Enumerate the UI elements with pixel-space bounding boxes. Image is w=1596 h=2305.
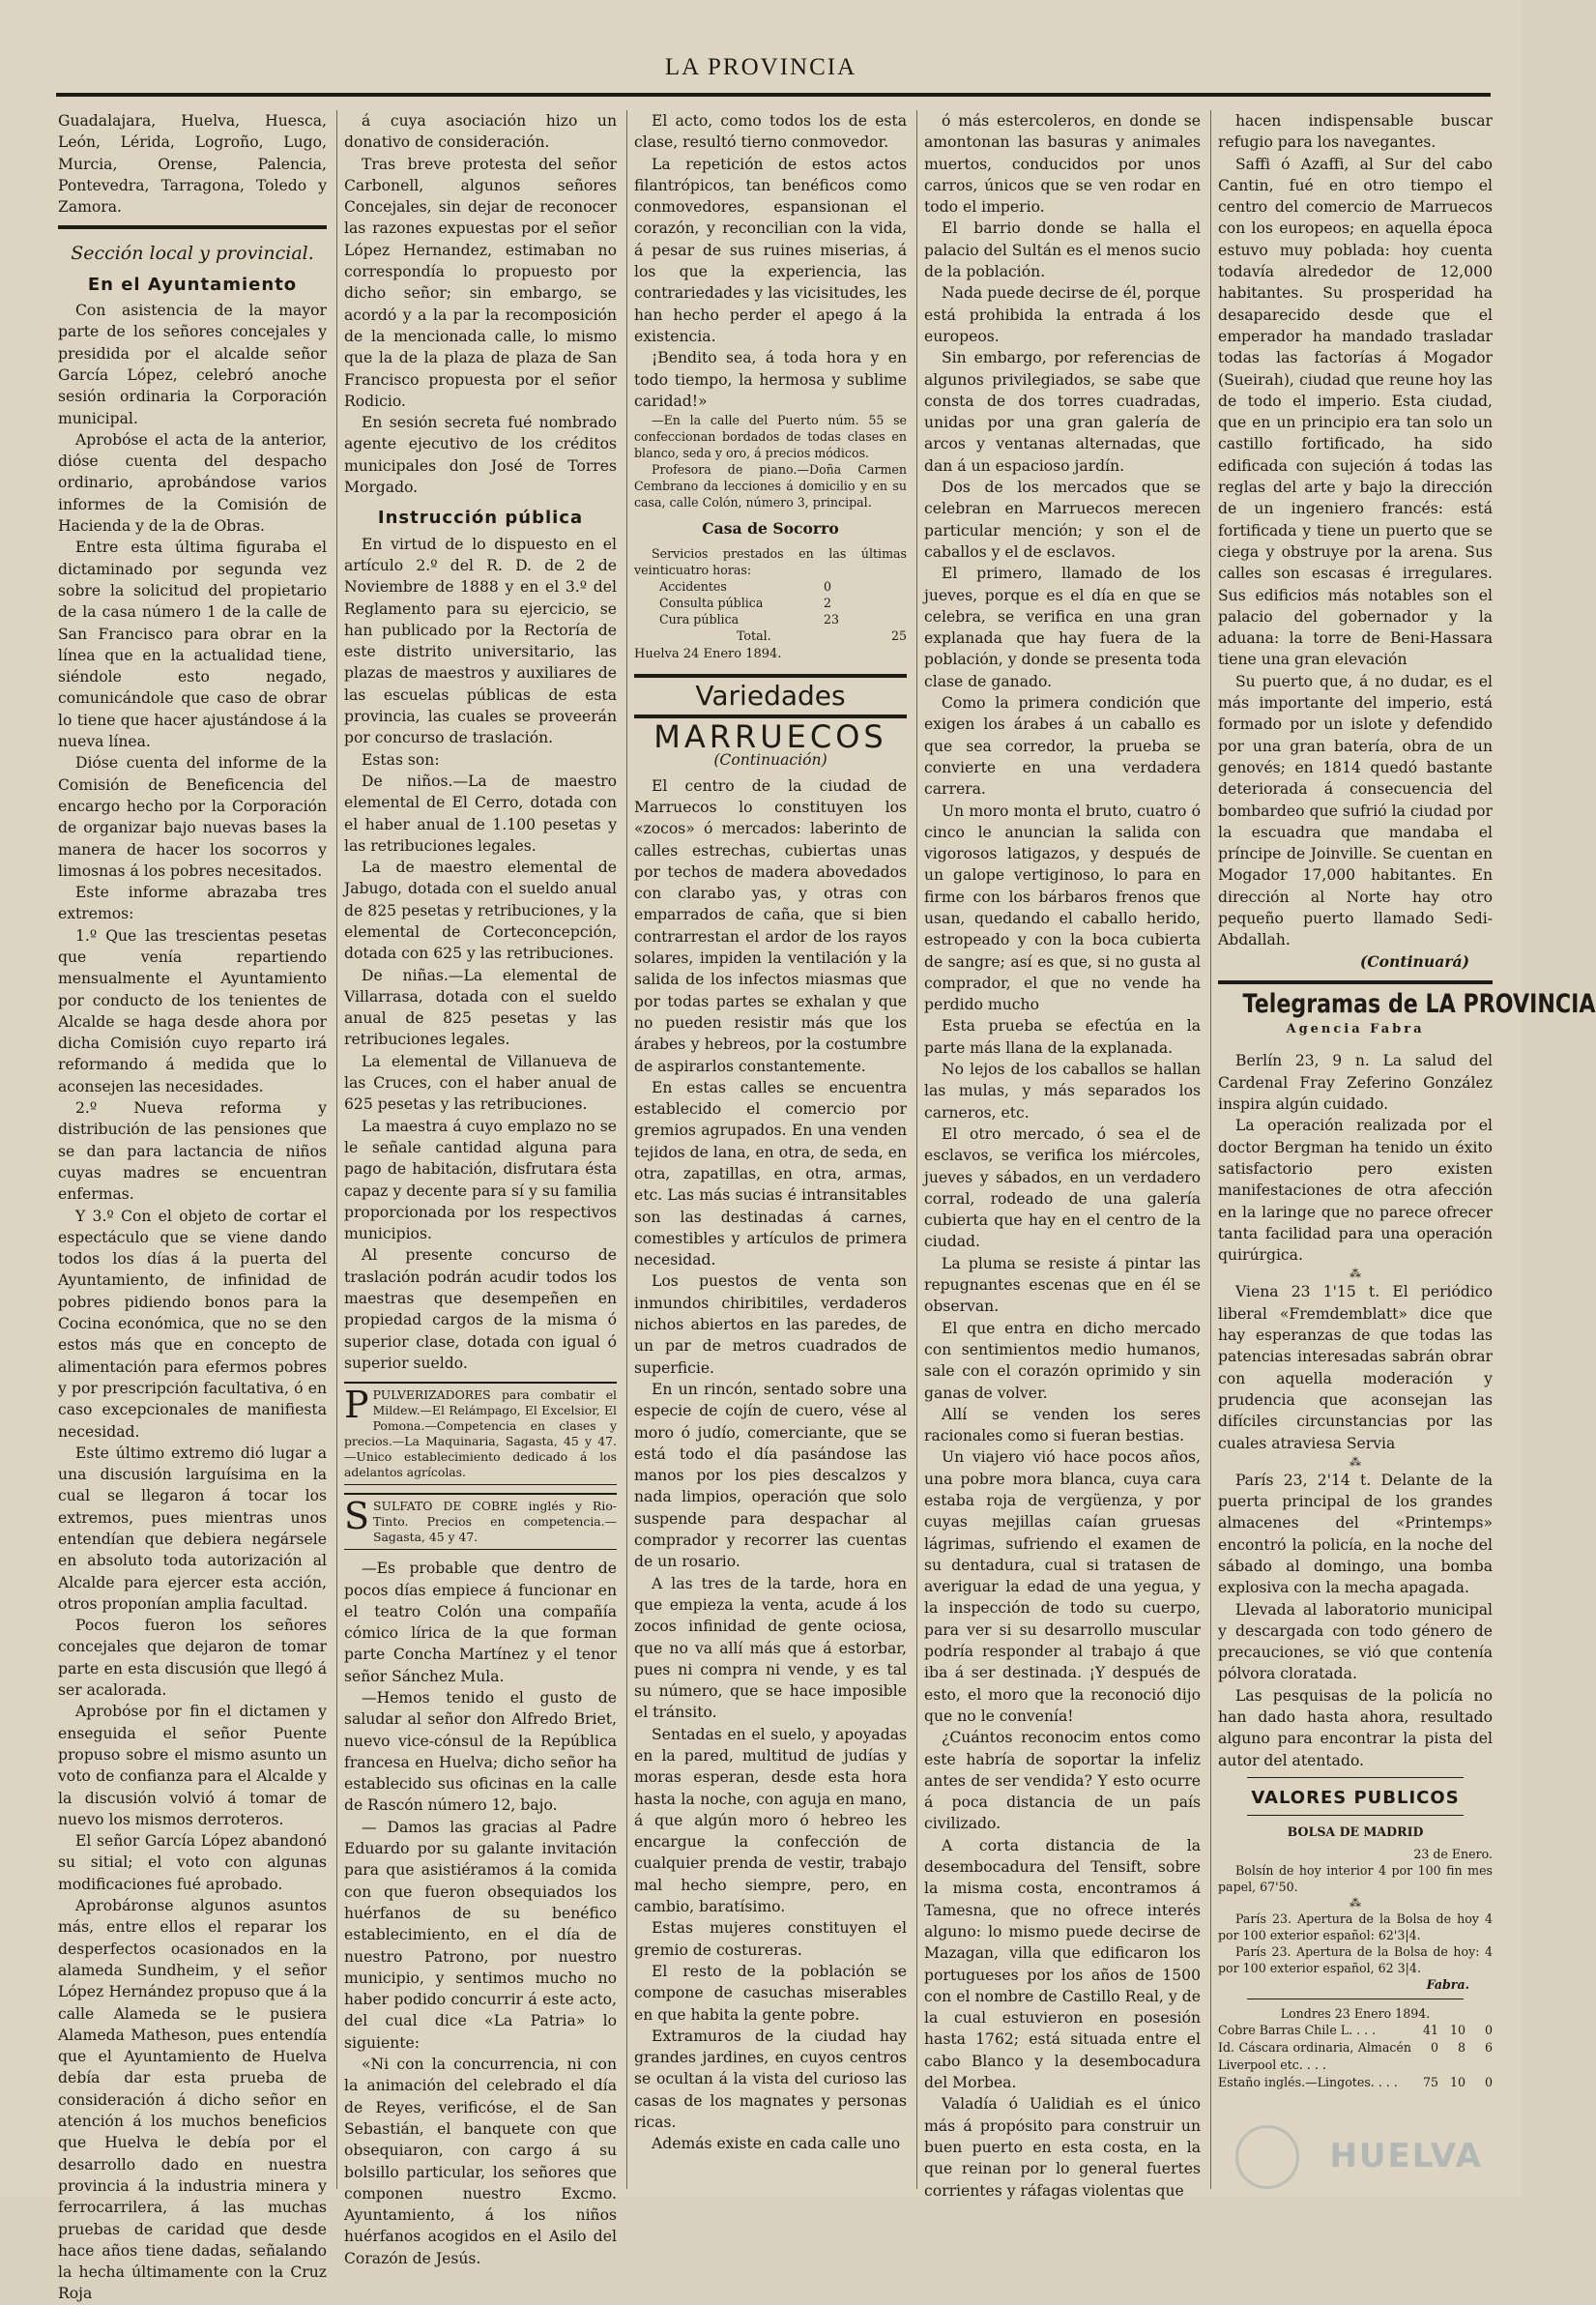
paragraph: Dos de los mercados que se celebran en Marruecos merecen particular mención; y son el de caballos y el de esclavos. [924,479,1201,561]
price-row [1218,2022,1493,2039]
masthead: LA PROVINCIA [664,54,857,80]
socorro-row [634,578,907,595]
socorro-value: 23 [824,612,840,627]
intro-text: Guadalajara, Huelva, Huesca, León, Lérida, Logroño, Lugo, Murcia, Orense, Palencia, Pontevedra, Tarragona, Toledo y Zamora. [58,112,327,217]
subhead-instruccion: Instrucción pública [377,508,584,529]
telegram-viena: Viena 23 1'15 t. El periódico liberal «Fremdemblatt» dice que hay esperanzas de que todas las patencias interesadas sabrán obrar con aquella moderación y prudencia que aconsejan las difíciles circunstancias por las cuales atraviesa Servia [1218,1283,1493,1452]
paragraph: Al presente concurso de traslación podrán acudir todos los maestras que desempeñen en propiedad cargos de la misma ó superior clase, dotada con igual ó superior sueldo. [344,1246,617,1372]
paragraph: Aprobóse por fin el dictamen y enseguida el señor Puente propuso sobre el mismo asunto un voto de confianza para el Alcalde y la discusión volvió á tomar de nuevo los mismos derroteros. [58,1703,327,1828]
price-item: Id. Cáscara ordinaria, Almacén Liverpool etc. . . . [1218,2040,1411,2073]
paris-bolsa-1: París 23. Apertura de la Bolsa de hoy 4 por 100 exterior español: 62'3|4. [1218,1911,1493,1943]
paragraph: Sin embargo, por referencias de algunos privilegiados, se sabe que consta de dos torres cuadradas, unidas por una gran galería de arcos y ventanas alternadas, que dan á un espacioso jardín. [924,349,1201,475]
socorro-label: Accidentes [659,579,727,595]
column-2 [344,110,617,2267]
paragraph: Berlín 23, 9 n. La salud del Cardenal Fray Zeferino González inspira algún cuidado. [1218,1052,1493,1114]
separator-asterism: ⁂ [1349,1454,1361,1469]
watermark-text: HUELVA [1329,2137,1483,2175]
article-body [344,534,617,1375]
paragraph: En un rincón, sentado sobre una especie de cojín de cuero, vése al moro ó judío, comerciante, que se está todo el día pasándose las manos por los pies descalzos y nada limpios, operación que solo suspende para despachar al comprador y recorrer las cuentas de un rosario. [634,1380,907,1571]
paragraph: Entre esta última figuraba el dictaminado por segunda vez sobre la solicitud del propietario de la casa número 1 de la calle de San Francisco para obrar en la línea que en la actualidad tiene, siéndole esto negado, comunicándole que caso de obrar lo tiene que hacer ajustándose á la nueva línea. [58,539,327,751]
paragraph: Un viajero vió hace pocos años, una pobre mora blanca, cuya cara estaba roja de vergüenza, y por cuyas mejillas caían gruesas lágrimas, sufriendo el examen de su dentadura, cual si tratasen de averiguar la edad de una yegua, y la inspección de todo su cuerpo, para ver si su desarrollo muscular podría responder al trabajo á que iba á ser destinada. ¡Y después de esto, el moro que la reconoció dijo que no le convenía! [924,1448,1201,1725]
paragraph: Estas son: [362,750,440,769]
paragraph: El resto de la población se compone de casuchas miserables en que habita la gente pobre. [634,1962,907,2024]
paragraph: El señor García López abandonó su sitial; el voto con algunas modificaciones fué aprobado. [58,1832,327,1893]
paragraph: Como la primera condición que exigen los árabes á un caballo es que sea corredor, la prueba se convierte en una verdadera carrera. [924,694,1201,799]
paragraph: Un moro monta el bruto, cuatro ó cinco le anuncian la salida con vigorosos latigazos, y después de un galope vertiginoso, lo para en firme con los bárbaros frenos que usan, quedando el caballo herido, estropeado y con la boca cubierta de sangre; así es que, si no gusta al comprador, el que no vende ha perdido mucho [924,802,1201,1014]
socorro-label: Consulta pública [659,596,764,611]
price-value: 10 [1449,2023,1465,2038]
price-value: 0 [1484,2075,1493,2090]
paragraph: «Ni con la concurrencia, ni con la animación del celebrado el día de Reyes, verificóse, el de San Sebastián, el banquete con que obsequiaron, con cargo á su bolsillo particular, los señores que componen nuestro Excmo. Ayuntamiento, á los niños huérfanos acogidos en el Asilo del Corazón de Jesús. [344,2056,617,2267]
bolsa-date: 23 de Enero. [1413,1847,1493,1862]
paragraph: —Hemos tenido el gusto de saludar al señor don Alfredo Briet, nuevo vice-cónsul de la República francesa en Huelva; dicho señor ha establecido sus oficinas en la calle de Rascón número 12, bajo. [344,1689,617,1815]
paragraph: Además existe en cada calle uno [652,2135,901,2153]
valores-title: VALORES PUBLICOS [1251,1787,1460,1808]
section-title: Sección local y provincial. [71,243,314,265]
paragraph: Pocos fueron los señores concejales que dejaron de tomar parte en esta discusión que llegó á ser acalorada. [58,1617,327,1700]
price-item: Cobre Barras Chile L. . . . [1218,2023,1377,2038]
socorro-title: Casa de Socorro [702,519,839,539]
column-1 [58,110,327,2303]
continuacion-label: (Continuación) [713,751,827,770]
article-body [924,110,1201,2202]
paragraph: París 23, 2'14 t. Delante de la puerta principal de los grandes almacenes del «Printemps» encontró la policía, en la noche del sábado al domingo, una bomba explosiva con la mecha apagada. [1218,1471,1493,1597]
marruecos-title: MARRUECOS [653,718,887,756]
price-value: 0 [1430,2040,1438,2056]
paragraph: 1.º Que las trescientas pesetas que venía repartiendo mensualmente el Ayuntamiento por conducto de los tenientes de Alcalde se haga desde ahora por dicha Comisión cuyo reparto irá reformando á medida que lo aconsejen las necesidades. [58,926,327,1095]
paragraph: Este informe abrazaba tres extremos: [58,884,327,923]
paragraph: Nada puede decirse de él, porque está prohibida la entrada á los europeos. [924,284,1201,345]
section-rule [58,225,327,229]
socorro-row [634,611,907,627]
paragraph: El acto, como todos los de esta clase, resultó tierno conmovedor. [634,112,907,152]
price-row [1218,2039,1493,2074]
paragraph: El barrio donde se halla el palacio del Sultán es el menos sucio de la población. [924,219,1201,281]
paragraph: La de maestro elemental de Jabugo, dotada con el sueldo anual de 825 pesetas y retribuciones, y la elemental de Corteconcepción, dotada con 625 y las retribuciones. [344,859,617,963]
paragraph: hacen indispensable buscar refugio para los navegantes. [1218,112,1493,152]
paragraph: Dióse cuenta del informe de la Comisión de Beneficencia del encargo hecho por la Corporación de organizar bajo nuevas bases la manera de hacer los socorros y limosnas á los pobres necesitados. [58,754,327,880]
paragraph: La pluma se resiste á pintar las repugnantes escenas que en él se observan. [924,1254,1201,1316]
price-value: 10 [1449,2075,1465,2090]
agency-label: Agencia Fabra [1286,1022,1425,1037]
paragraph: Su puerto que, á no dudar, es el más importante del imperio, está formado por un islote y defendido por una gran batería, obra de un genovés; en 1814 quedó bastante deteriorada á consecuencia del bombardeo que sufrió la ciudad por la escuadra que mandaba el príncipe de Joinville. Se cuentan en Mogador 17,000 habitantes. En dirección al Norte hay otro pequeño puerto llamado Sedi-Abdallah. [1218,672,1493,949]
price-value: 6 [1484,2040,1493,2056]
bolsa-title: BOLSA DE MADRID [1287,1824,1424,1840]
paragraph: ¿Cuántos reconocim entos como este habría de soportar la infeliz antes de ser vendida? Y esto ocurre á poca distancia de un país civilizado. [924,1729,1201,1833]
article-body [344,110,617,498]
variedades-title: Variedades [695,679,846,712]
column-divider [336,110,337,2189]
subhead-ayuntamiento: En el Ayuntamiento [87,274,298,295]
paragraph: Tras breve protesta del señor Carbonell, algunos señores Concejales, sin dejar de reconocer las razones expuestas por el señor López Hernandez, estimaban no correspondía lo propuesto por dicho señor; sin embargo, se acordó y a la par la recomposición de la mencionada calle, lo mismo que la de la plaza de plaza de San Francisco propuesta por el señor Rodicio. [344,155,617,410]
paragraph: Saffi ó Azaffi, al Sur del cabo Cantin, fué en otro tiempo el centro del comercio de Marruecos con los europeos; en aquella época estuvo muy poblada: hoy cuenta todavía alrededor de 12,000 habitantes. Su prosperidad ha desaparecido desde que el emperador ha mandado trasladar todas las factorías á Mogador (Sueirah), ciudad que reune hoy las de todo el imperio. Esta ciudad, que en un principio era tan solo un castillo fortificado, ha sido edificada con sujeción á todas las reglas del arte y bajo la dirección de un ingeniero francés: está fortificada y tiene un puerto que se ciega y obstruye por la arena. Sus calles son escasas é irregulares. Sus edificios más notables son el palacio del gobernador y la aduana: la torre de Beni-Hassara tiene una gran elevación [1218,155,1493,669]
telegramas-title: Telegramas de LA PROVINCIA [1242,988,1596,1019]
paragraph: ó más estercoleros, en donde se amontonan las basuras y animales muertos, conducidos por unos carros, únicos que se ven rodar en todo el imperio. [924,112,1201,217]
paragraph: Y 3.º Con el objeto de cortar el espectáculo que se viene dando todos los días á la puerta del Ayuntamiento, de infinidad de pobres pidiendo bonos para la Cocina económica, que no se den estos más que en concepto de alimentación para efermos pobres y por prescripción facultativa, ó en caso excepcionales de manifiesta necesidad. [58,1207,327,1441]
notice-piano: Profesora de piano.—Doña Carmen Cembrano da lecciones á domicilio y en su casa, calle Colón, número 3, principal. [634,462,907,511]
paragraph: á cuya asociación hizo un donativo de consideración. [344,112,617,152]
article-body [634,775,907,2155]
paragraph: — Damos las gracias al Padre Eduardo por su galante invitación para que asistiéramos á la comida con que fueron obsequiados los huérfanos de su benéfico establecimiento, en el día de nuestro Patrono, por nuestro municipio, y sentimos mucho no haber podido concurrir á este acto, del cual dice «La Patria» lo siguiente: [344,1818,617,2052]
price-item: Estaño inglés.—Lingotes. . . . [1218,2075,1398,2090]
telegram-berlin [1218,1050,1493,1266]
paragraph: Este último extremo dió lugar a una discusión larguísima en la cual se llegaron á tocar los extremos, pues mientras unos entendían que debiera negársele en absoluto toda autorización al Alcalde para ejercer esta acción, otros proponían amplia facultad. [58,1444,327,1613]
paragraph: Estas mujeres constituyen el gremio de costureras. [634,1919,907,1959]
ad-pulverizadores: PPULVERIZADORES para combatir el Mildew.—El Relámpago, El Excelsior, El Pomona.—Competencia en clases y precios.—La Maquinaria, Sagasta, 45 y 47.—Unico establecimiento dedicado á los adelantos agrícolas. [344,1382,617,1485]
paragraph: El centro de la ciudad de Marruecos lo constituyen los «zocos» ó mercados: laberinto de calles estrechas, cubiertas unas por techos de madera abovedados con clarabo yas, y otras con emparrados de caña, que si bien contrarrestan el ardor de los rayos solares, impiden la ventilación y la salida de los infectos miasmas que por todas partes se exhalan y que no pueden resistir más que los árabes y hebreos, por la costumbre de aspirarlos constantemente. [634,776,907,1075]
section-rule [1218,980,1493,984]
column-divider [1210,110,1211,2189]
socorro-row [634,595,907,611]
paragraph: De niños.—La de maestro elemental de El Cerro, dotada con el haber anual de 1.100 pesetas y las retribuciones legales. [344,772,617,855]
column-divider [626,110,627,2189]
price-value: 41 [1422,2023,1438,2038]
paragraph: La maestra á cuyo emplazo no se le señale cantidad alguna para pago de habitación, disfrutara ésta capaz y decente para sí y su familia proporcionada por los respectivos municipios. [344,1117,617,1243]
paragraph: De niñas.—La elemental de Villarrasa, dotada con el sueldo anual de 825 pesetas y las retribuciones legales. [344,966,617,1049]
watermark-seal [1235,2125,1299,2189]
paragraph: Con asistencia de la mayor parte de los señores concejales y presidida por el alcalde señor García López, celebró anoche sesión ordinaria la Corporación municipal. [58,302,327,427]
paragraph: A las tres de la tarde, hora en que empieza la venta, acude á los zocos infinidad de gente ociosa, que no va allí más que á estorbar, pues ni compra ni vende, y es tal su número, que se hace imposible el tránsito. [634,1574,907,1722]
socorro-value: 0 [824,579,832,595]
paragraph: ¡Bendito sea, á toda hora y en todo tiempo, la hermosa y sublime caridad!» [634,349,907,410]
paragraph: En sesión secreta fué nombrado agente ejecutivo de los créditos municipales don José de Torres Morgado. [344,414,617,497]
column-divider [916,110,917,2189]
column-3 [634,110,907,2189]
paragraph: —Es probable que dentro de pocos días empiece á funcionar en el teatro Colón una compañía cómico lírica de la que forman parte Concha Martínez y el tenor señor Sánchez Mula. [344,1560,617,1685]
article-body [58,300,327,2305]
paragraph: 2.º Nueva reforma y distribución de las pensiones que se dan para lactancia de niños cuyas madres se encuentran enfermas. [58,1099,327,1204]
paragraph: Las pesquisas de la policía no han dado hasta ahora, resultado alguno para encontrar la pista del autor del atentado. [1218,1686,1493,1769]
price-value: 8 [1457,2040,1465,2056]
paragraph: Aprobáronse algunos asuntos más, entre ellos el reparar los desperfectos ocasionados en la alameda Sundheim, y el señor López Hernández propuso que á la calle Alameda se le pusiera Alameda Matheson, pues entendía que el Ayuntamiento de Huelva debía dar esta prueba de consideración á dicho señor en atención á los muchos beneficios que Huelva le debía por el desarrollo dado en nuestra provincia á la industria minera y ferrocarrilera, á las muchas pruebas de caridad que desde hace años tiene dadas, señalando la hecha últimamente con la Cruz Roja [58,1897,327,2303]
top-rule [56,93,1491,97]
separator-asterism: ⁂ [1349,1267,1361,1281]
londres-date: Londres 23 Enero 1894. [1280,2006,1431,2022]
price-value: 0 [1484,2023,1493,2038]
article-body [634,110,907,412]
fabra-sign: Fabra. [1426,1977,1469,1993]
continuara-label: (Continuará) [1359,951,1469,971]
paragraph: La elemental de Villanueva de las Cruces, con el haber anual de 625 pesetas y las retribuciones. [344,1052,617,1114]
socorro-intro: Servicios prestados en las últimas veinticuatro horas: [634,546,907,578]
paragraph: El primero, llamado de los jueves, porque es el día en que se celebra, se verifica en una gran explanada que hay fuera de la población, y donde se presenta toda clase de ganado. [924,565,1201,690]
article-body [344,1558,617,2269]
paragraph: Allí se venden los seres racionales como si fueran bestias. [924,1405,1201,1445]
paragraph: El otro mercado, ó sea el de esclavos, se verifica los miércoles, jueves y sábados, en un verdadero corral, rodeado de una galería cubierta que hay en el centro de la ciudad. [924,1124,1201,1251]
paragraph: En virtud de lo dispuesto en el artículo 2.º del R. D. de 2 de Noviembre de 1888 y en el 3.º del Reglamento para su ejercicio, se han publicado por la Rectoría de este distrito universitario, las plazas de maestros y auxiliares de las escuelas públicas de esta provincia, las cuales se proveerán por concurso de traslación. [344,535,617,747]
paragraph: No lejos de los caballos se hallan las mulas, y más separados los carneros, etc. [924,1061,1201,1122]
paragraph: Los puestos de venta son inmundos chiribitiles, verdaderos nichos abiertos en las paredes, de un par de metros cuadrados de superficie. [634,1272,907,1377]
socorro-value: 2 [824,596,832,611]
paragraph: Valadía ó Ualidiah es el único más á propósito para construir un buen puerto en esta costa, en la que reinan por lo general fuertes corrientes y ráfagas violentas que [924,2095,1201,2200]
paragraph: Extramuros de la ciudad hay grandes jardines, en cuyos centros se ocultan á la vista del curioso las casas de los magnates y personas ricas. [634,2027,907,2132]
article-body [1218,110,1493,951]
paragraph: La operación realizada por el doctor Bergman ha tenido un éxito satisfactorio pero existen manifestaciones de otra afección en la laringe que no parece ofrecer tanta facilidad para una operación quirúrgica. [1218,1117,1493,1265]
paris-bolsa-2: París 23. Apertura de la Bolsa de hoy: 4 por 100 exterior español, 62 3|4. [1218,1944,1493,1976]
socorro-date: Huelva 24 Enero 1894. [634,647,782,662]
socorro-total: Total. 25 [737,628,907,644]
column-4 [924,110,1201,2200]
price-row [1218,2074,1493,2091]
paragraph: Esta prueba se efectúa en la parte más llana de la explanada. [924,1017,1201,1057]
paragraph: Sentadas en el suelo, y apoyadas en la pared, multitud de judías y moras esperan, desde esta hora hasta la noche, con aguja en mano, á que algún moro ó hebreo les encargue la confección de cualquier prenda de vestir, trabajo mal hecho siempre, pero, en cambio, baratísimo. [634,1725,907,1916]
column-5 [1218,110,1596,2189]
paragraph: A corta distancia de la desembocadura del Tensift, sobre la misma costa, encontramos á Tamesna, que no ofrece interés alguno: lo mismo puede decirse de Mazagan, villa que edificaron los portugueses por los años de 1500 con el nombre de Castillo Real, y de la cual estuvieron en posesión hasta 1762; está situada entre el cabo Blanco y la desembocadura del Morbea. [924,1836,1201,2092]
notice-bordados: —En la calle del Puerto núm. 55 se confeccionan bordados de todas clases en blanco, seda y oro, á precios módicos. [634,413,907,461]
divider-line [1247,1777,1464,1778]
paragraph: En estas calles se encuentra establecido el comercio por gremios agrupados. En una venden tejidos de lana, en otra, de seda, en otra, zapatillas, en otra, armas, etc. Las más sucias é intransitables son las destinadas á carnes, comestibles y artículos de primera necesidad. [634,1078,907,1269]
paragraph: El que entra en dicho mercado con sentimientos medio humanos, sale con el corazón oprimido y sin ganas de volver. [924,1319,1201,1402]
price-value: 75 [1422,2075,1438,2090]
paragraph: Llevada al laboratorio municipal y descargada con todo género de precauciones, se vió que contenía pólvora cloratada. [1218,1600,1493,1683]
ad-sulfato: SSULFATO DE COBRE inglés y Rio-Tinto. Precios en competencia.—Sagasta, 45 y 47. [344,1493,617,1550]
socorro-label: Cura pública [659,612,740,627]
section-rule [634,674,907,678]
socorro-table [634,578,907,627]
telegram-paris [1218,1470,1493,1771]
paragraph: Aprobóse el acta de la anterior, dióse cuenta del despacho ordinario, aprobándose varios informes de la Comisión de Hacienda y de la de Obras. [58,430,327,536]
bolsa-line: Bolsín de hoy interior 4 por 100 fin mes papel, 67'50. [1218,1863,1493,1895]
separator-asterism: ⁂ [1349,1896,1361,1911]
price-table [1218,2022,1493,2091]
divider-line [1247,1815,1464,1816]
paragraph: La repetición de estos actos filantrópicos, tan benéficos como conmovedores, espansionan el corazón, y reconcilian con la vida, á pesar de sus ruines miserias, á los que la experiencia, las contrariedades y las vicisitudes, les han hecho perder el apego á la existencia. [634,155,907,345]
